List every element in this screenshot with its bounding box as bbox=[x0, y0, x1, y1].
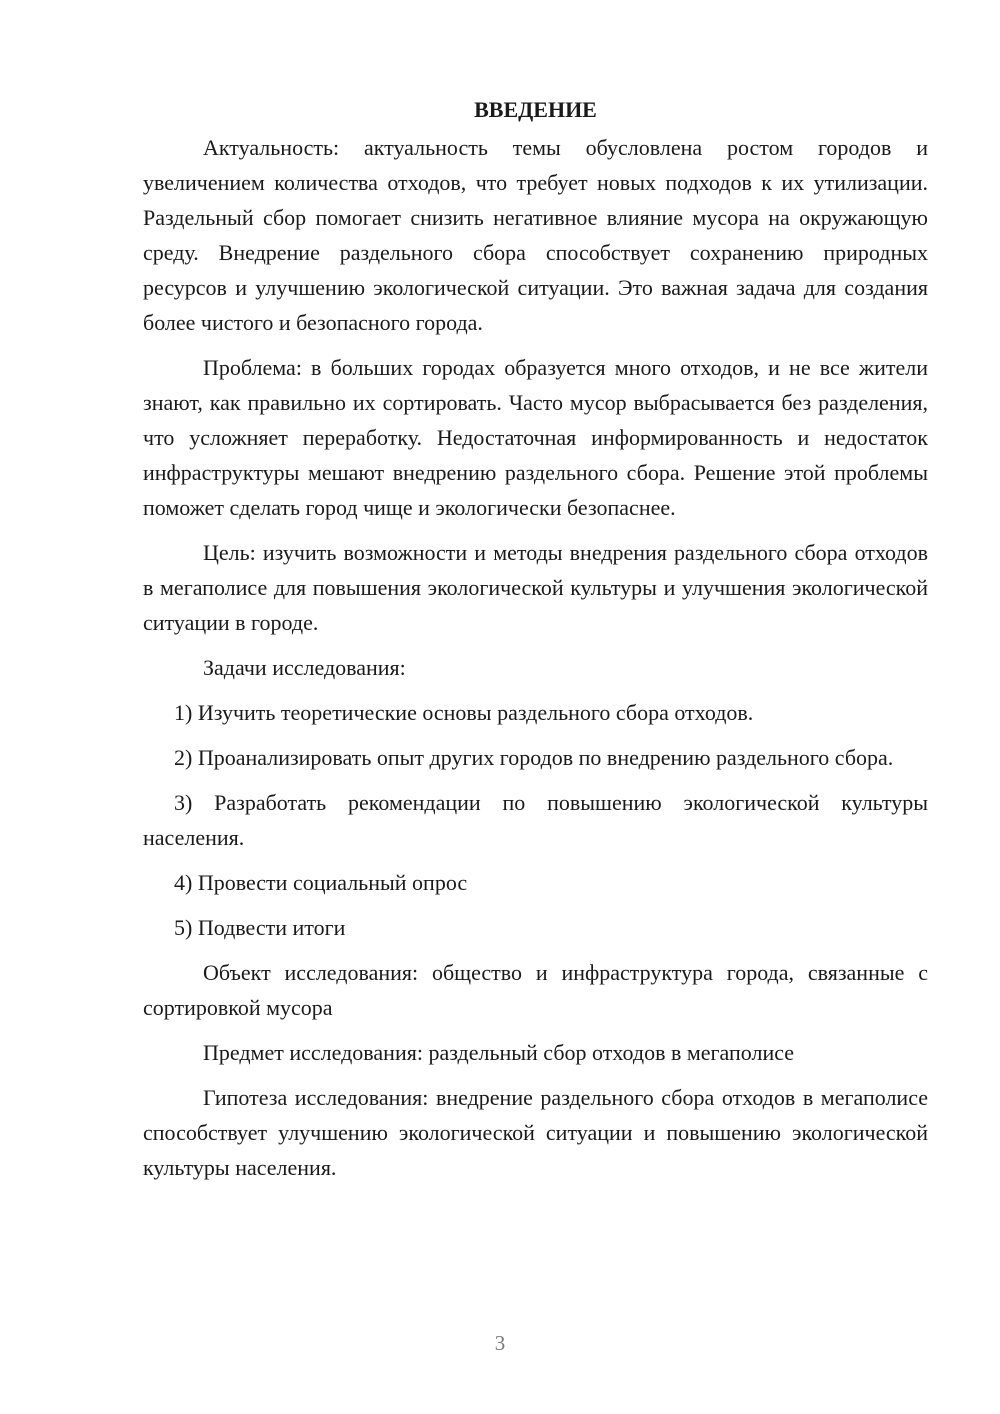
relevance-paragraph: Актуальность: актуальность темы обусловлена ростом городов и увеличением количества отходов, что требует новых подходов к их утилизации. Раздельный сбор помогает снизить негативное влияние мусора на окружающую среду. Внедрение раздельного сбора способствует сохранению природных ресурсов и улучшению экологической ситуации. Это важная задача для создания более чистого и безопасного города. bbox=[143, 135, 928, 335]
page-body bbox=[143, 92, 928, 1195]
list-item: 4) Провести социальный опрос bbox=[174, 870, 468, 895]
tasks-heading: Задачи исследования: bbox=[203, 655, 406, 680]
subject-paragraph: Предмет исследования: раздельный сбор отходов в мегаполисе bbox=[203, 1040, 795, 1065]
tasks-list bbox=[143, 695, 928, 945]
hypothesis-paragraph: Гипотеза исследования: внедрение раздельного сбора отходов в мегаполисе способствует улучшению экологической ситуации и повышению экологической культуры населения. bbox=[143, 1085, 928, 1180]
goal-paragraph: Цель: изучить возможности и методы внедрения раздельного сбора отходов в мегаполисе для повышения экологической культуры и улучшения экологической ситуации в городе. bbox=[143, 540, 928, 635]
object-paragraph: Объект исследования: общество и инфраструктура города, связанные с сортировкой мусора bbox=[143, 960, 928, 1020]
page-number: 3 bbox=[494, 1331, 506, 1355]
list-item: 1) Изучить теоретические основы раздельного сбора отходов. bbox=[174, 700, 754, 725]
page-title: ВВЕДЕНИЕ bbox=[474, 97, 597, 122]
list-item: 5) Подвести итоги bbox=[174, 915, 346, 940]
problem-paragraph: Проблема: в больших городах образуется много отходов, и не все жители знают, как правильно их сортировать. Часто мусор выбрасывается без разделения, что усложняет переработку. Недостаточная информированность и недостаток инфраструктуры мешают внедрению раздельного сбора. Решение этой проблемы поможет сделать город чище и экологически безопаснее. bbox=[143, 355, 928, 520]
list-item: 3) Разработать рекомендации по повышению экологической культуры населения. bbox=[143, 790, 928, 850]
list-item: 2) Проанализировать опыт других городов по внедрению раздельного сбора. bbox=[174, 745, 894, 770]
